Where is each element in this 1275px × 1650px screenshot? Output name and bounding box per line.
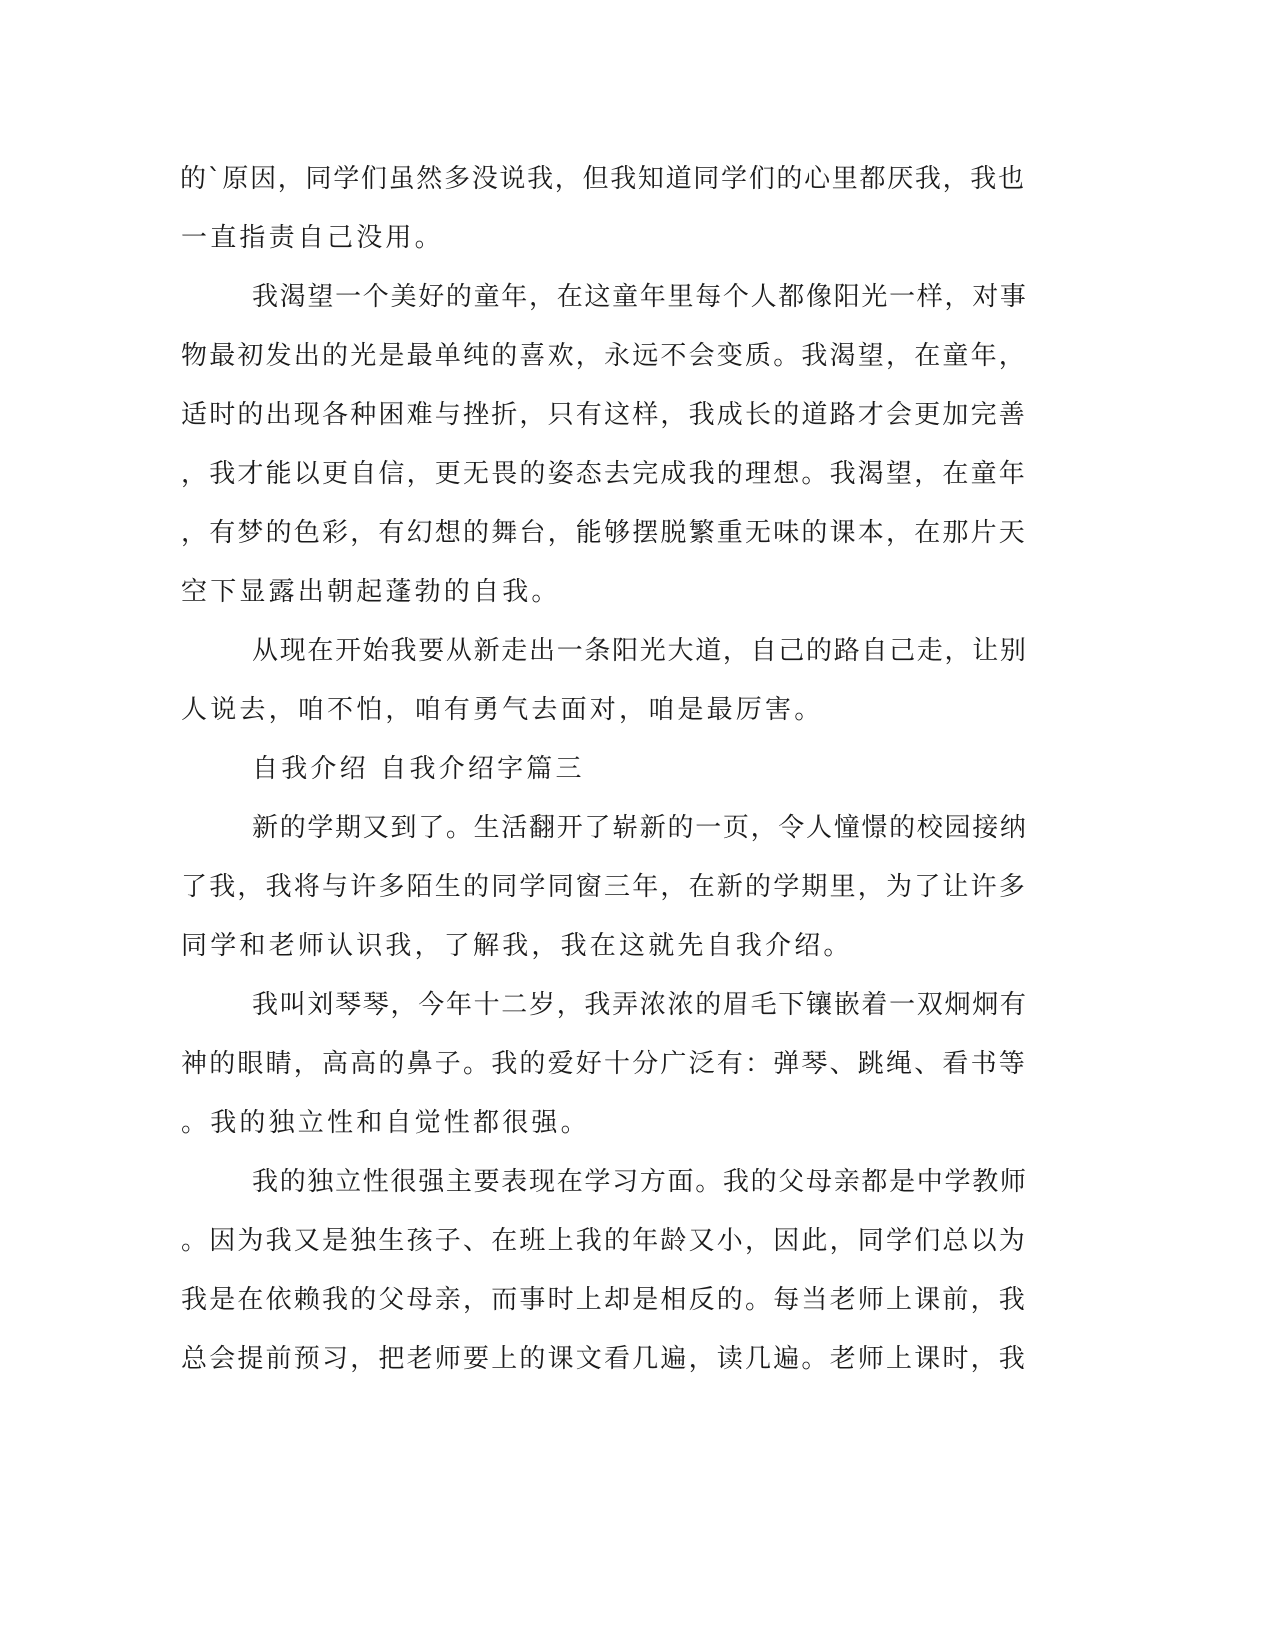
paragraph-first-line: 我渴望一个美好的童年，在这童年里每个人都像阳光一样，对事 xyxy=(252,282,1028,312)
text-line: 我是在依赖我的父母亲，而事时上却是相反的。每当老师上课前，我 xyxy=(181,1285,1028,1315)
text-line: 。因为我又是独生孩子、在班上我的年龄又小，因此，同学们总以为 xyxy=(181,1226,1028,1256)
paragraph-first-line: 我的独立性很强主要表现在学习方面。我的父母亲都是中学教师 xyxy=(252,1167,1028,1197)
text-line: ，我才能以更自信，更无畏的姿态去完成我的理想。我渴望，在童年 xyxy=(181,459,1028,489)
text-line: 空下显露出朝起蓬勃的自我。 xyxy=(181,577,561,607)
text-line: 。我的独立性和自觉性都很强。 xyxy=(181,1108,590,1138)
text-line: 人说去，咱不怕，咱有勇气去面对，咱是最厉害。 xyxy=(181,695,824,725)
text-line: 一直指责自己没用。 xyxy=(181,223,444,253)
paragraph-first-line: 从现在开始我要从新走出一条阳光大道，自己的路自己走，让别 xyxy=(252,636,1028,666)
section-heading: 自我介绍 自我介绍字篇三 xyxy=(252,754,585,784)
text-line: 神的眼睛，高高的鼻子。我的爱好十分广泛有：弹琴、跳绳、看书等 xyxy=(181,1049,1028,1079)
paragraph-first-line: 新的学期又到了。生活翻开了崭新的一页，令人憧憬的校园接纳 xyxy=(252,813,1028,843)
text-line: 物最初发出的光是最单纯的喜欢，永远不会变质。我渴望，在童年， xyxy=(181,341,1028,371)
text-line: 同学和老师认识我，了解我，我在这就先自我介绍。 xyxy=(181,931,853,961)
text-line: 适时的出现各种困难与挫折，只有这样，我成长的道路才会更加完善 xyxy=(181,400,1028,430)
paragraph-first-line: 我叫刘琴琴，今年十二岁，我弄浓浓的眉毛下镶嵌着一双炯炯有 xyxy=(252,990,1028,1020)
text-line: 了我，我将与许多陌生的同学同窗三年，在新的学期里，为了让许多 xyxy=(181,872,1028,902)
text-line: 的`原因，同学们虽然多没说我，但我知道同学们的心里都厌我，我也 xyxy=(180,164,1026,194)
text-line: ，有梦的色彩，有幻想的舞台，能够摆脱繁重无味的课本，在那片天 xyxy=(181,518,1028,548)
text-line: 总会提前预习，把老师要上的课文看几遍，读几遍。老师上课时，我 xyxy=(181,1344,1028,1374)
